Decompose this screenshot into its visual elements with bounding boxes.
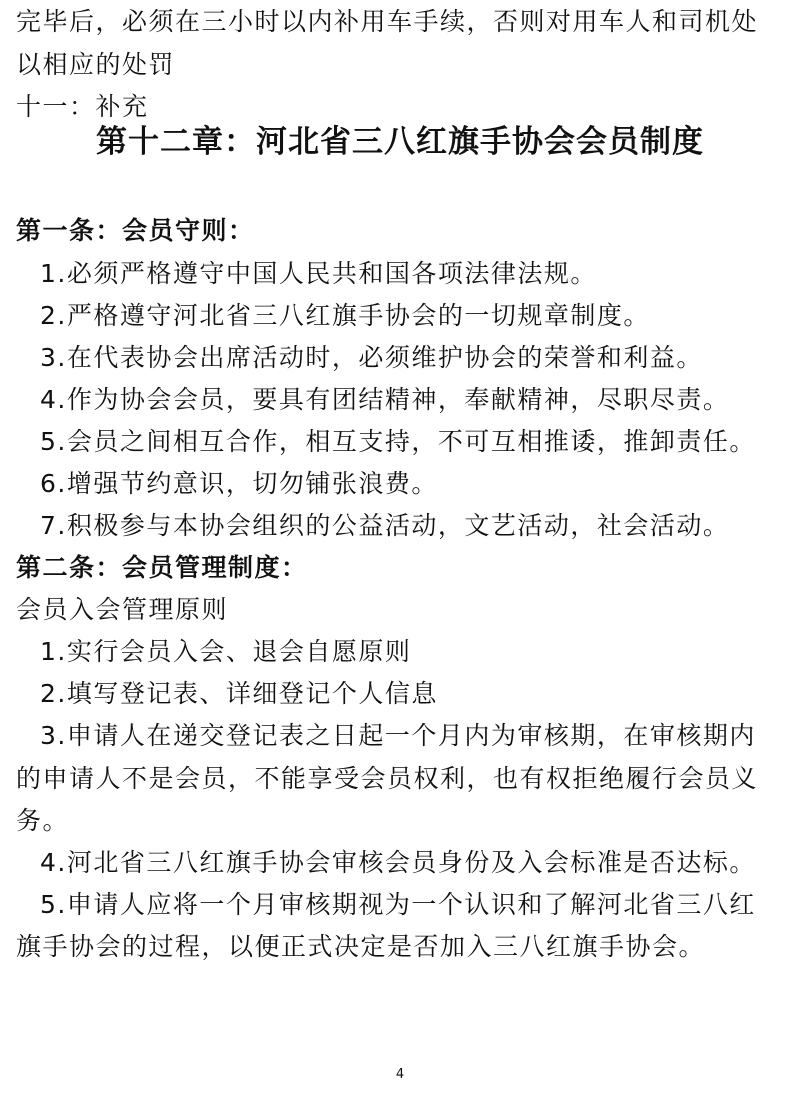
chapter-title: 第十二章：河北省三八红旗手协会会员制度 xyxy=(96,124,704,160)
article-1-item: 2.严格遵守河北省三八红旗手协会的一切规章制度。 xyxy=(40,301,650,330)
section-eleven-heading: 十一：补充 xyxy=(16,92,149,121)
article-2-item-continuation: 务。 xyxy=(16,806,70,835)
article-2-item-continuation: 的申请人不是会员，不能享受会员权利，也有权拒绝履行会员义 xyxy=(16,764,759,793)
article-1-item: 7.积极参与本协会组织的公益活动，文艺活动，社会活动。 xyxy=(40,511,730,540)
article-1-item: 6.增强节约意识，切勿铺张浪费。 xyxy=(40,469,438,498)
article-2-item: 1.实行会员入会、退会自愿原则 xyxy=(40,637,412,666)
article-2-heading: 第二条：会员管理制度： xyxy=(16,553,308,582)
article-2-subheading: 会员入会管理原则 xyxy=(16,595,229,624)
intro-line-2: 以相应的处罚 xyxy=(16,50,176,79)
article-2-item: 2.填写登记表、详细登记个人信息 xyxy=(40,679,438,708)
article-1-heading: 第一条：会员守则： xyxy=(16,216,255,245)
article-2-item: 3.申请人在递交登记表之日起一个月内为审核期，在审核期内 xyxy=(40,721,756,750)
article-1-item: 4.作为协会会员，要具有团结精神，奉献精神，尽职尽责。 xyxy=(40,385,730,414)
article-1-item: 3.在代表协会出席活动时，必须维护协会的荣誉和利益。 xyxy=(40,343,703,372)
intro-line-1: 完毕后，必须在三小时以内补用车手续，否则对用车人和司机处 xyxy=(16,7,759,36)
article-1-item: 5.会员之间相互合作，相互支持，不可互相推诿，推卸责任。 xyxy=(40,427,756,456)
article-1-item: 1.必须严格遵守中国人民共和国各项法律法规。 xyxy=(40,259,597,288)
article-2-item-continuation: 旗手协会的过程，以便正式决定是否加入三八红旗手协会。 xyxy=(16,932,706,961)
page-number: 4 xyxy=(395,1067,405,1082)
article-2-item: 4.河北省三八红旗手协会审核会员身份及入会标准是否达标。 xyxy=(40,848,756,877)
article-2-item: 5.申请人应将一个月审核期视为一个认识和了解河北省三八红 xyxy=(40,890,756,919)
